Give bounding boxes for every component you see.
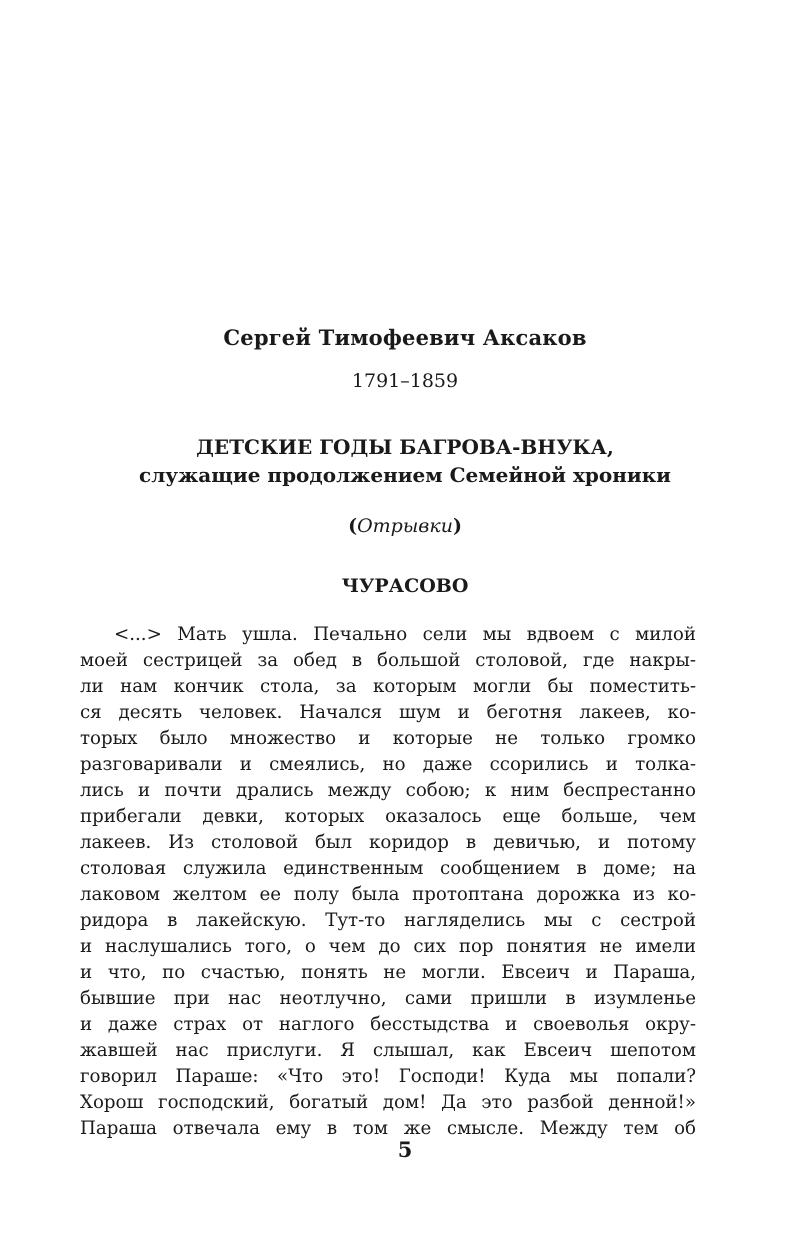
work-title-main: ДЕТСКИЕ ГОДЫ БАГРОВА-ВНУКА, (196, 435, 614, 459)
excerpt-label: Отрывки (357, 515, 453, 537)
text-line: Хорош господский, богатый дом! Да это разбой денной!» (80, 1092, 696, 1113)
page-number: 5 (397, 1137, 413, 1162)
text-line: торых было множество и которые не только громко (80, 728, 696, 749)
text-line: и даже страх от наглого бесстыдства и своеволья окру- (80, 1014, 696, 1035)
excerpt-note (0, 515, 810, 537)
text-line: лакеев. Из столовой был коридор в девичью, и потому (80, 832, 696, 853)
text-line: ли нам кончик стола, за которым могли бы поместить- (80, 676, 696, 697)
text-line: ридора в лакейскую. Тут-то нагляделись мы с сестрой (80, 910, 696, 931)
excerpt-close-paren: ) (452, 515, 462, 537)
text-line: <...> Мать ушла. Печально сели мы вдвоем с милой (114, 624, 696, 645)
excerpt-open-paren: ( (348, 515, 358, 537)
text-line: и что, по счастью, понять не могли. Евсеич и Параша, (80, 962, 696, 983)
text-line: разговаривали и смеялись, но даже ссорились и толка- (80, 754, 696, 775)
body-text (80, 622, 696, 1142)
work-title-subtitle: служащие продолжением Семейной хроники (139, 463, 671, 487)
text-line: прибегали девки, которых оказалось еще больше, чем (80, 806, 696, 827)
author-years: 1791–1859 (351, 370, 459, 392)
text-line: жавшей нас прислуги. Я слышал, как Евсеич шепотом (80, 1040, 696, 1061)
text-line: Параша отвечала ему в том же смысле. Между тем об (80, 1118, 696, 1139)
text-line: лись и почти дрались между собою; к ним беспрестанно (80, 780, 696, 801)
chapter-heading: ЧУРАСОВО (341, 575, 469, 597)
text-line: ся десять человек. Начался шум и беготня лакеев, ко- (80, 702, 696, 723)
text-line: столовая служила единственным сообщением в доме; на (80, 858, 696, 879)
text-line: лаковом желтом ее полу была протоптана дорожка из ко- (80, 884, 696, 905)
text-line: и наслушались того, о чем до сих пор понятия не имели (80, 936, 696, 957)
author-name: Сергей Тимофеевич Аксаков (223, 325, 587, 350)
text-line: говорил Параше: «Что это! Господи! Куда мы попали? (80, 1066, 696, 1087)
text-line: бывшие при нас неотлучно, сами пришли в изумленье (80, 988, 696, 1009)
work-title (0, 433, 810, 489)
text-line: моей сестрицей за обед в большой столовой, где накры- (80, 650, 696, 671)
